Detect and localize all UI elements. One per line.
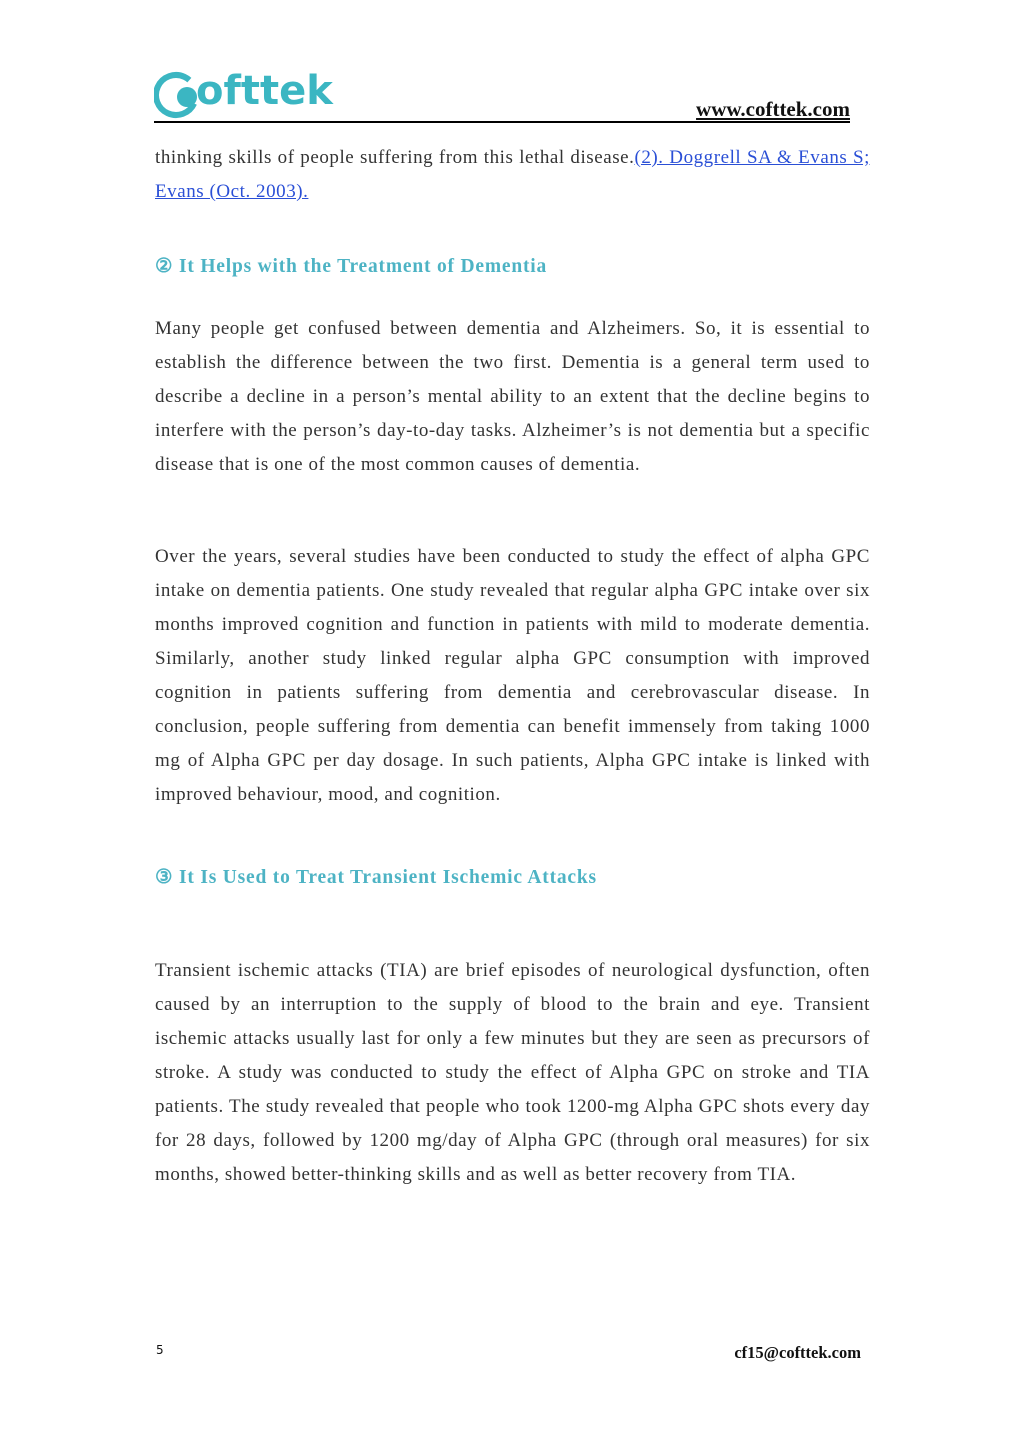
intro-text: thinking skills of people suffering from this lethal disease. (155, 147, 635, 168)
intro-paragraph (155, 141, 870, 209)
footer-email: cf15@cofttek.com (734, 1343, 861, 1362)
header-divider (154, 121, 850, 123)
paragraph-dementia-studies: Over the years, several studies have been conducted to study the effect of alpha GPC intake on dementia patients. One study revealed that regular alpha GPC intake over six months improved cognition and function in patients with mild to moderate dementia. Similarly, another study linked regular alpha GPC consumption with improved cognition in patients suffering from dementia and cerebrovascular disease. In conclusion, people suffering from dementia can benefit immensely from taking 1000 mg of Alpha GPC per day dosage. In such patients, Alpha GPC intake is linked with improved behaviour, mood, and cognition. (155, 546, 870, 805)
page-header (154, 70, 850, 124)
page-number: 5 (156, 1343, 164, 1357)
logo-wordmark: ofttek (196, 68, 333, 114)
paragraph-tia: Transient ischemic attacks (TIA) are brief episodes of neurological dysfunction, often caused by an interruption to the supply of blood to the brain and eye. Transient ischemic attacks usually last for only a few minutes but they are seen as precursors of stroke. A study was conducted to study the effect of Alpha GPC on stroke and TIA patients. The study revealed that people who took 1200-mg Alpha GPC shots every day for 28 days, followed by 1200 mg/day of Alpha GPC (through oral measures) for six months, showed better-thinking skills and as well as better recovery from TIA. (155, 960, 870, 1185)
paragraph-dementia-definition: Many people get confused between dementia and Alzheimers. So, it is essential to establish the difference between the two first. Dementia is a general term used to describe a decline in a person’s mental ability to an extent that the decline begins to interfere with the person’s day-to-day tasks. Alzheimer’s is not dementia but a specific disease that is one of the most common causes of dementia. (155, 318, 870, 475)
citation-link[interactable]: (2). Doggrell SA & Evans S; Evans (Oct. 2003). (155, 147, 870, 202)
site-url-link[interactable]: www.cofttek.com (696, 97, 850, 121)
section-heading-tia: ③ It Is Used to Treat Transient Ischemic Attacks (155, 867, 597, 888)
section-heading-dementia: ② It Helps with the Treatment of Dementia (155, 256, 548, 277)
